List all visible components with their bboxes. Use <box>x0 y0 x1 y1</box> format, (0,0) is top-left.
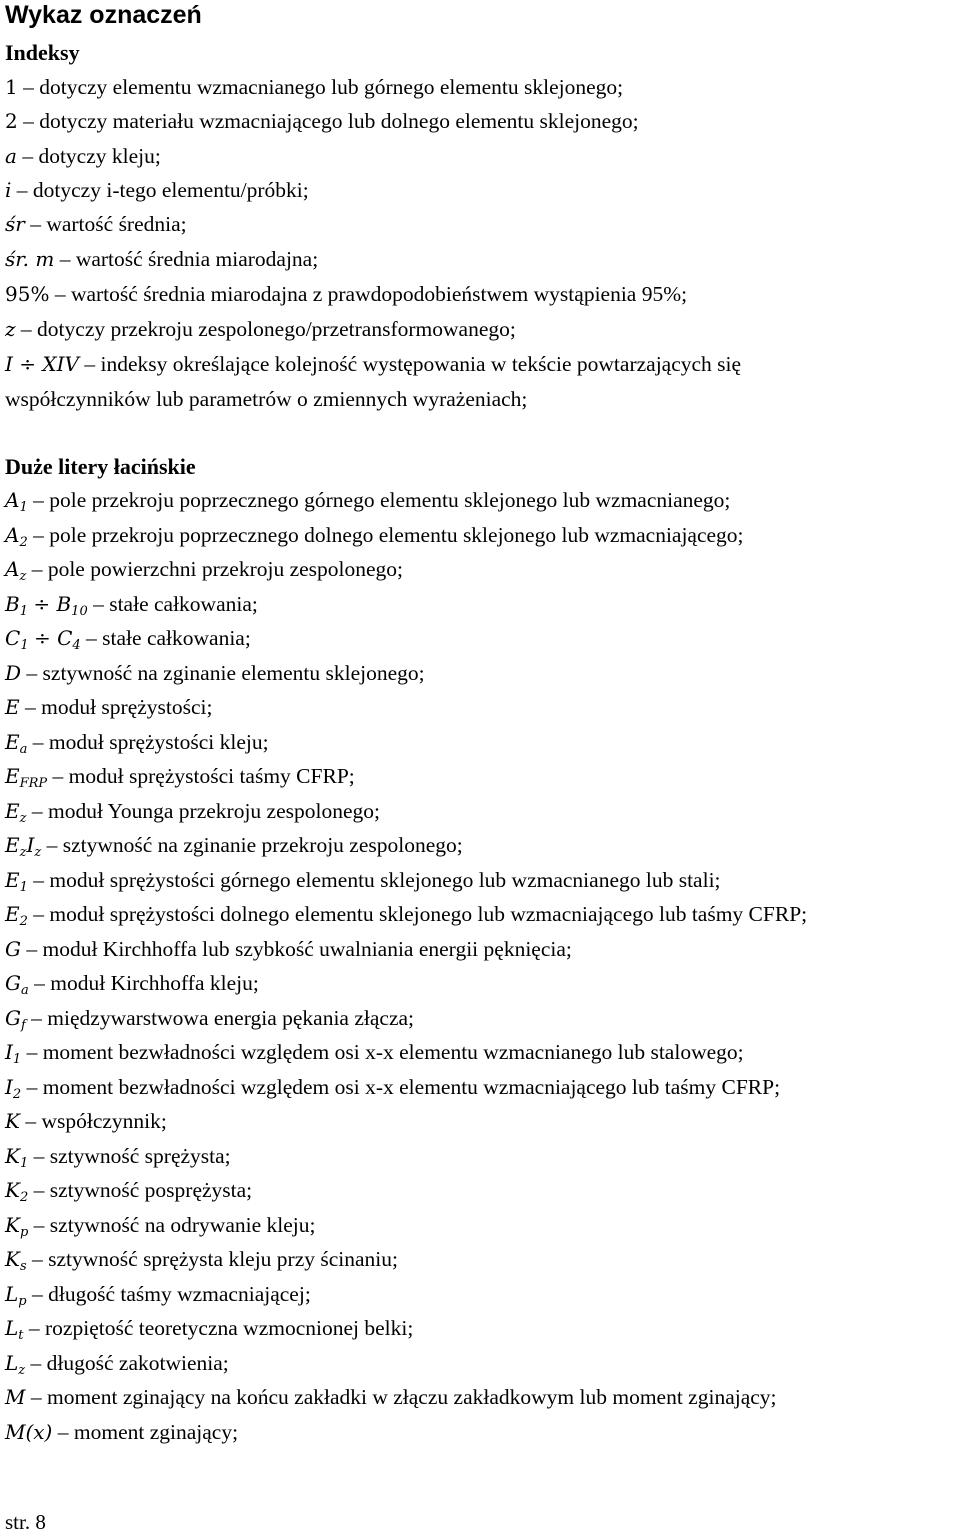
symbol <box>5 799 27 826</box>
symbol <box>5 661 21 685</box>
symbol-description: – moment zginający; <box>57 1420 239 1444</box>
symbol-base: K <box>5 1178 20 1202</box>
index-entry <box>5 211 187 237</box>
symbol <box>5 557 27 584</box>
symbol-subscript: p <box>19 1225 29 1240</box>
symbol-subscript: 10 <box>71 604 88 619</box>
symbol-description: – moduł sprężystości kleju; <box>32 730 269 754</box>
symbol <box>5 1385 25 1409</box>
symbol <box>5 1282 27 1309</box>
symbol-entry <box>5 487 730 513</box>
symbol-entry <box>5 763 355 789</box>
symbol-entry <box>5 556 403 582</box>
symbol-subscript: 2 <box>19 1190 29 1205</box>
symbol-entry <box>5 591 258 617</box>
symbol <box>5 1316 24 1343</box>
symbol-description: – moment zginający na końcu zakładki w złączu zakładkowym lub moment zginający; <box>30 1385 777 1409</box>
symbol-entry <box>5 1281 311 1307</box>
symbol-entry <box>5 625 251 651</box>
symbol <box>5 1144 29 1171</box>
symbol-description: – moment bezwładności względem osi x-x elementu wzmacniającego lub taśmy CFRP; <box>26 1075 781 1099</box>
symbol <box>26 833 42 860</box>
symbol <box>5 971 29 998</box>
symbol-entry <box>5 1005 414 1031</box>
symbol-entry <box>5 660 425 686</box>
symbol-description: – międzywarstwowa energia pękania złącza; <box>31 1006 415 1030</box>
symbol-entry <box>5 1419 238 1445</box>
symbol-subscript: a <box>19 742 28 757</box>
symbol-description: – moduł Younga przekroju zespolonego; <box>31 799 380 823</box>
symbol <box>5 730 28 757</box>
symbol <box>5 523 28 550</box>
symbol-description: – rozpiętość teoretyczna wzmocnionej belki; <box>28 1316 414 1340</box>
symbol-base: D <box>5 661 22 685</box>
symbol <box>33 626 81 653</box>
symbol-base: ÷ B <box>33 592 72 616</box>
index-entry <box>5 386 527 412</box>
indices-heading: Indeksy <box>5 40 80 65</box>
symbol-subscript: 1 <box>19 880 28 895</box>
symbol-subscript: z <box>18 1363 26 1378</box>
symbol-base: E <box>5 730 20 754</box>
symbol-description: – moduł sprężystości górnego elementu sklejonego lub wzmacnianego lub stali; <box>33 868 721 892</box>
symbol-entry <box>5 694 213 720</box>
symbol-description: – moduł sprężystości taśmy CFRP; <box>52 764 355 788</box>
symbol-entry <box>5 936 572 962</box>
symbol <box>5 1351 26 1378</box>
symbol-entry <box>5 1212 315 1238</box>
symbol-subscript: f <box>20 1018 26 1033</box>
index-description: – wartość średnia miarodajna z prawdopodobieństwem wystąpienia 95%; <box>54 282 688 306</box>
index-description: – dotyczy materiału wzmacniającego lub dolnego elementu sklejonego; <box>23 109 639 133</box>
symbol <box>5 488 28 515</box>
symbol-description: – pole przekroju poprzecznego górnego elementu sklejonego lub wzmacnianego; <box>33 488 731 512</box>
index-symbol: śr <box>5 212 25 236</box>
symbol-base: K <box>5 1247 20 1271</box>
index-entry <box>5 246 318 272</box>
symbol-description: – współczynnik; <box>25 1109 167 1133</box>
symbol-description: – sztywność sprężysta kleju przy ścinaniu; <box>32 1247 399 1271</box>
symbol-entry <box>5 1315 413 1341</box>
symbol-base: C <box>5 626 21 650</box>
symbol-description: – długość taśmy wzmacniającej; <box>31 1282 311 1306</box>
symbol-description: – pole przekroju poprzecznego dolnego elementu sklejonego lub wzmacniającego; <box>33 523 744 547</box>
index-symbol: 1 <box>5 75 18 99</box>
symbol-base: A <box>5 523 20 547</box>
symbol-base: G <box>5 1006 21 1030</box>
index-symbol: 95% <box>5 282 50 306</box>
symbol <box>5 1006 26 1033</box>
symbol-entry <box>5 1384 777 1410</box>
symbol-base: I <box>5 1075 13 1099</box>
symbol <box>5 1247 27 1274</box>
symbol-description: – pole powierzchni przekroju zespolonego; <box>31 557 404 581</box>
symbol-subscript: s <box>19 1259 27 1274</box>
symbol-base: A <box>5 488 20 512</box>
symbol-base: L <box>5 1351 19 1375</box>
symbol-base: B <box>5 592 20 616</box>
symbol-subscript: 1 <box>19 1156 29 1171</box>
symbol-description: – sztywność na zginanie przekroju zespolonego; <box>46 833 463 857</box>
index-description: – dotyczy kleju; <box>22 144 161 168</box>
symbol-description: – stałe całkowania; <box>93 592 258 616</box>
symbol-description: – moduł Kirchhoffa kleju; <box>34 971 259 995</box>
symbol-base: K <box>5 1144 20 1168</box>
latin-upper-heading: Duże litery łacińskie <box>5 454 196 479</box>
index-entry <box>5 281 687 307</box>
symbol-description: – sztywność posprężysta; <box>33 1178 253 1202</box>
symbol-subscript: z <box>19 811 27 826</box>
symbol-base: I <box>26 833 35 857</box>
index-symbol: z <box>5 317 16 341</box>
index-symbol: śr. m <box>5 247 55 271</box>
symbol-subscript: z <box>19 845 27 860</box>
index-symbol: i <box>5 178 12 202</box>
index-description: – dotyczy i-tego elementu/próbki; <box>16 178 309 202</box>
index-description: – indeksy określające kolejność występowania w tekście powtarzających się <box>84 352 742 376</box>
index-entry <box>5 108 639 134</box>
symbol-subscript: 1 <box>20 638 29 653</box>
symbol-entry <box>5 970 259 996</box>
index-entry <box>5 351 741 377</box>
index-entry <box>5 316 516 342</box>
index-entry <box>5 74 623 100</box>
symbol-base: L <box>5 1316 19 1340</box>
index-symbol: I ÷ XIV <box>5 352 79 376</box>
symbol-subscript: 2 <box>19 535 28 550</box>
symbol-entry <box>5 1074 780 1100</box>
symbol-entry <box>5 1177 252 1203</box>
symbol-description: – długość zakotwienia; <box>30 1351 229 1375</box>
symbol <box>5 1420 52 1444</box>
index-description: – dotyczy elementu wzmacnianego lub górnego elementu sklejonego; <box>23 75 624 99</box>
symbol-subscript: 2 <box>12 1087 22 1102</box>
symbol-description: – moduł Kirchhoffa lub szybkość uwalniania energii pęknięcia; <box>26 937 572 961</box>
symbol-subscript: 1 <box>19 604 28 619</box>
symbol-description: – sztywność sprężysta; <box>33 1144 231 1168</box>
symbol-entry <box>5 901 807 927</box>
symbol-base: M(x) <box>5 1420 53 1444</box>
symbol-entry <box>5 832 463 858</box>
symbol <box>5 868 28 895</box>
index-description: – dotyczy przekroju zespolonego/przetransformowanego; <box>20 317 516 341</box>
index-description: – wartość średnia; <box>30 212 187 236</box>
page-title: Wykaz oznaczeń <box>5 1 202 29</box>
symbol-subscript: z <box>34 845 42 860</box>
symbol-base: G <box>5 937 21 961</box>
page-number: str. 8 <box>5 1510 46 1534</box>
symbol-base: E <box>5 764 20 788</box>
symbol-entry <box>5 1108 167 1134</box>
symbol-base: E <box>5 695 20 719</box>
symbol-base: E <box>5 902 20 926</box>
symbol-description: – sztywność na zginanie elementu sklejonego; <box>26 661 425 685</box>
symbol <box>5 626 29 653</box>
symbol-base: E <box>5 868 20 892</box>
symbol <box>5 1040 22 1067</box>
index-entry <box>5 177 309 203</box>
index-description: współczynników lub parametrów o zmiennych wyrażeniach; <box>5 387 528 411</box>
symbol-subscript: 4 <box>72 638 81 653</box>
symbol-entry <box>5 522 744 548</box>
symbol-base: I <box>5 1040 13 1064</box>
symbol <box>5 764 48 791</box>
index-entry <box>5 143 161 169</box>
symbol <box>5 1109 20 1133</box>
symbol-description: – moduł sprężystości dolnego elementu sklejonego lub wzmacniającego lub taśmy CFRP; <box>33 902 808 926</box>
symbol-description: – sztywność na odrywanie kleju; <box>33 1213 316 1237</box>
symbol-subscript: p <box>18 1294 27 1309</box>
symbol <box>5 833 27 860</box>
symbol-subscript: t <box>18 1328 24 1343</box>
symbol-entry <box>5 1246 398 1272</box>
symbol-subscript: a <box>20 983 29 998</box>
symbol-subscript: 2 <box>19 914 28 929</box>
symbol-entry <box>5 798 380 824</box>
symbol-subscript: z <box>19 569 27 584</box>
symbol-subscript: FRP <box>19 776 48 791</box>
symbol-base: E <box>5 799 20 823</box>
symbol-entry <box>5 1350 229 1376</box>
symbol-base: L <box>5 1282 19 1306</box>
symbol-base: M <box>5 1385 26 1409</box>
symbol-entry <box>5 729 269 755</box>
symbol-base: K <box>5 1109 20 1133</box>
symbol-entry <box>5 1143 231 1169</box>
symbol <box>5 902 28 929</box>
symbol-subscript: 1 <box>19 500 28 515</box>
symbol-description: – moment bezwładności względem osi x-x elementu wzmacnianego lub stalowego; <box>26 1040 744 1064</box>
symbol-base: G <box>5 971 21 995</box>
symbol-entry <box>5 867 721 893</box>
symbol-base: E <box>5 833 20 857</box>
symbol <box>33 592 88 619</box>
symbol <box>5 592 28 619</box>
symbol-base: K <box>5 1213 20 1237</box>
symbol-description: – moduł sprężystości; <box>24 695 213 719</box>
symbol <box>5 1075 22 1102</box>
index-symbol: 2 <box>5 109 18 133</box>
symbol <box>5 937 21 961</box>
symbol <box>5 1213 29 1240</box>
index-symbol: a <box>5 144 17 168</box>
index-description: – wartość średnia miarodajna; <box>59 247 319 271</box>
symbol <box>5 695 20 719</box>
symbol-entry <box>5 1039 744 1065</box>
symbol-subscript: 1 <box>12 1052 22 1067</box>
symbol-description: – stałe całkowania; <box>86 626 251 650</box>
symbol <box>5 1178 29 1205</box>
symbol-base: A <box>5 557 20 581</box>
symbol-base: ÷ C <box>33 626 73 650</box>
